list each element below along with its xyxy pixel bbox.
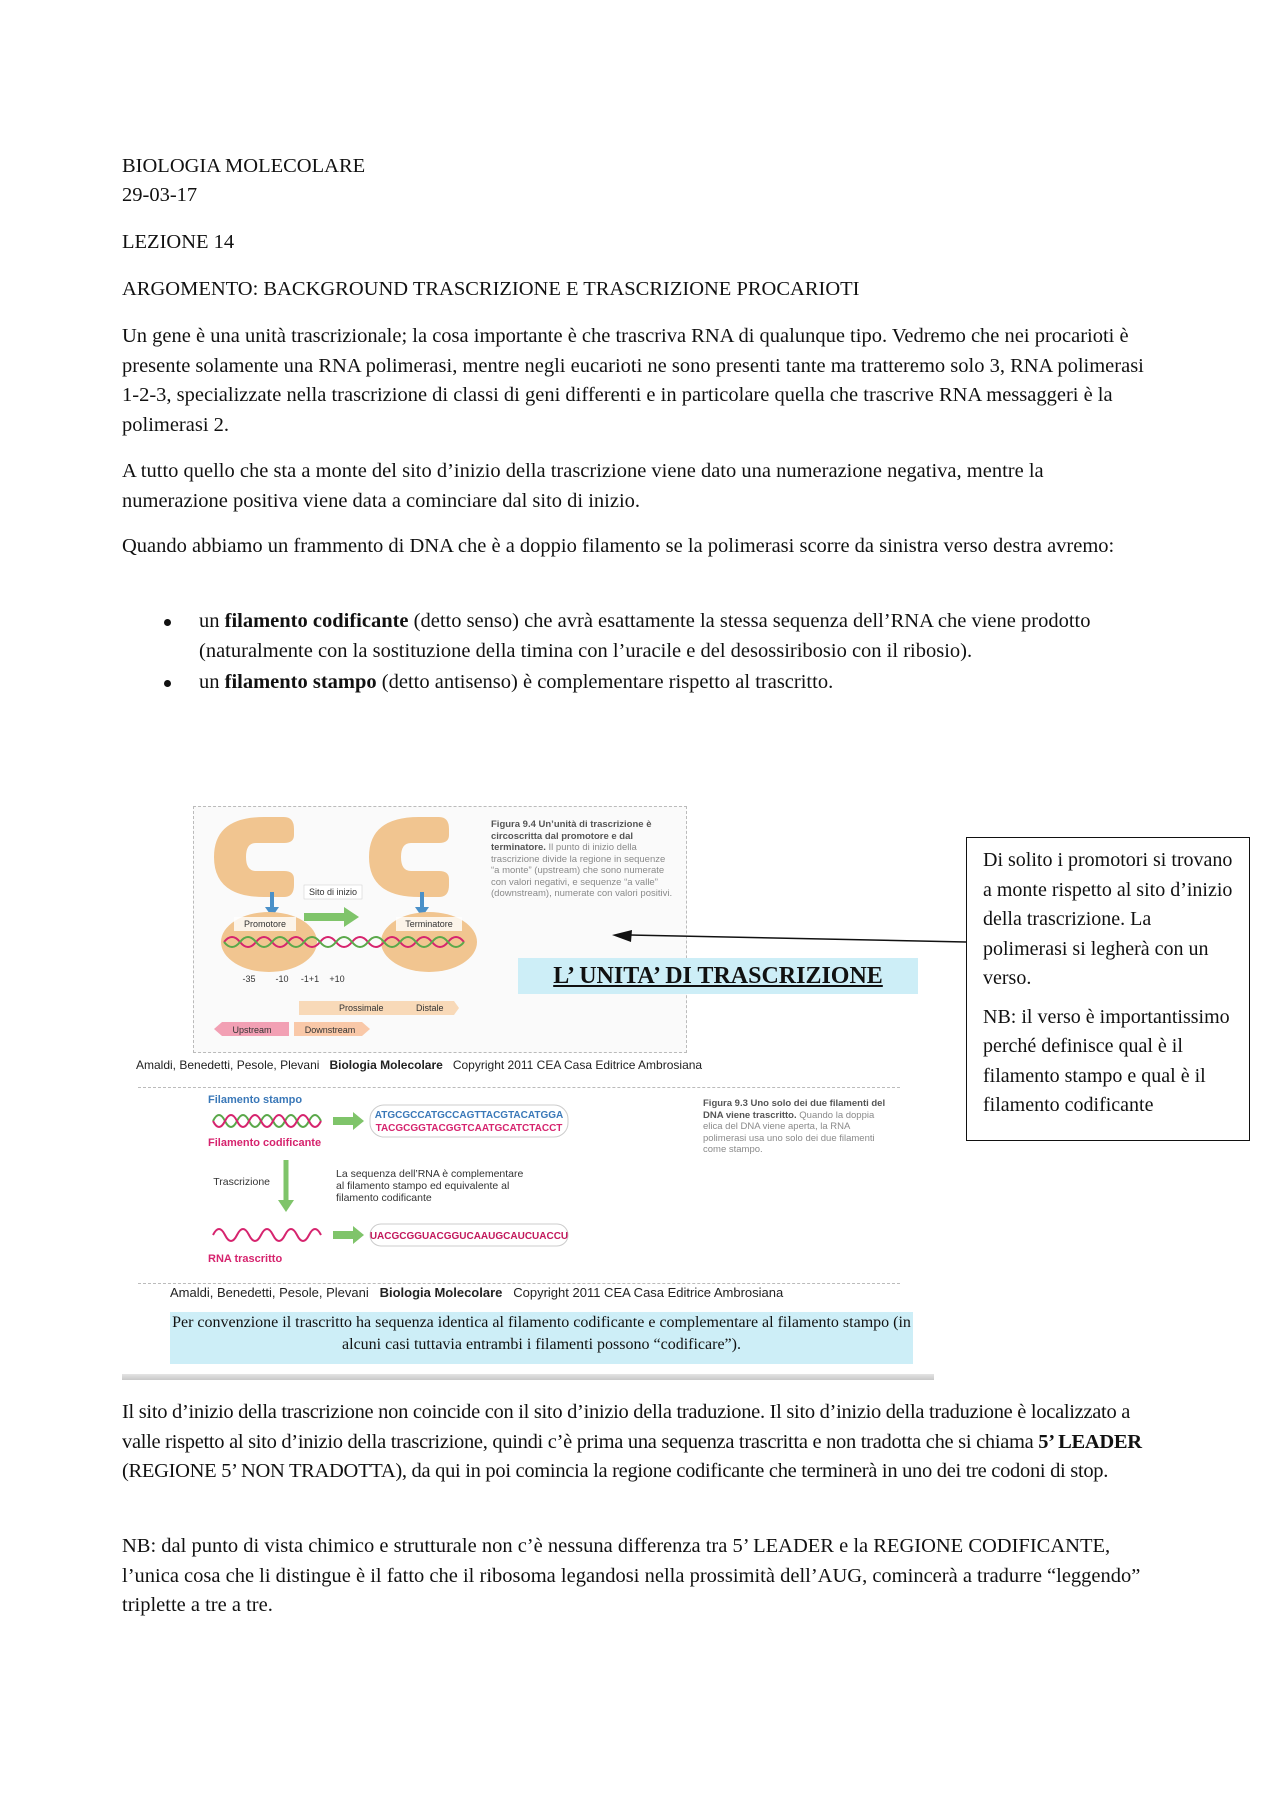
paragraph-leader: Il sito d’inizio della trascrizione non coincide con il sito d’inizio della traduzione. Il sito d’inizio della traduzione è localizzato a valle rispetto al sito d’inizio della trascrizione, quindi c’è prima una sequenza trascritta e non tradotta che si chiama 5’ LEADER (REGIONE 5’ NON TRADOTTA), da qui in poi comincia la regione codificante che terminerà in uno dei tre codoni di stop. [122, 1401, 1142, 1482]
strand-list [122, 607, 1152, 700]
note-box [966, 837, 1250, 1141]
topic-heading: ARGOMENTO: BACKGROUND TRASCRIZIONE E TRASCRIZIONE PROCARIOTI [122, 278, 860, 300]
arrow-left-icon [612, 930, 632, 942]
polymerase-shape [369, 817, 449, 897]
list-item: un filamento stampo (detto antisenso) è complementare rispetto al trascritto. [122, 668, 1152, 698]
paragraph-strands: Quando abbiamo un frammento di DNA che è a doppio filamento se la polimerasi scorre da sinistra verso destra avremo: [122, 535, 1115, 557]
pointer-arrow [600, 930, 970, 950]
figure-strands [138, 1087, 900, 1284]
paragraph-nb: NB: dal punto di vista chimico e strutturale non c’è nessuna differenza tra 5’ LEADER e la REGIONE CODIFICANTE, l’unica cosa che li distingue è il fatto che il ribosoma legandosi nella prossimità dell’AUG, comincerà a tradurre “leggendo” triplette a tre a tre. [122, 1535, 1141, 1616]
divider [122, 1374, 934, 1380]
sequence-rna: UACGCGGUACGGUCAAUGCAUCUACCU [369, 1231, 569, 1242]
template-strand-wave [213, 1115, 321, 1127]
paragraph-numbering: A tutto quello che sta a monte del sito d’inizio della trascrizione viene dato una numerazione negativa, mentre la numerazione positiva viene data a cominciare dal sito di inizio. [122, 460, 1044, 512]
tick-label: +10 [329, 974, 345, 984]
sequence-bottom: TACGCGGTACGGTCAATGCATCTACCT [375, 1123, 563, 1134]
note-promoters: Di solito i promotori si trovano a monte rispetto al sito d’inizio della trascrizione. La polimerasi si legherà con un verso. [983, 849, 1233, 989]
tick-label: -35 [242, 974, 256, 984]
upstream-label: Upstream [232, 1025, 272, 1035]
direction-arrow-icon [304, 907, 359, 927]
terminator-label: Terminatore [405, 919, 453, 929]
distal-label: Distale [416, 1003, 444, 1013]
tick-label: -10 [275, 974, 289, 984]
note-direction: NB: il verso è importantissimo perché definisce qual è il filamento stampo e qual è il filamento codificante [983, 1005, 1230, 1116]
course-title: BIOLOGIA MOLECOLARE [122, 155, 366, 177]
paragraph-gene: Un gene è una unità trascrizionale; la cosa importante è che trascriva RNA di qualunque tipo. Vedremo che nei procarioti è presente solamente una RNA polimerasi, mentre negli eucarioti ne sono presenti tante ma tratteremo solo 3, RNA polimerasi 1-2-3, specializzate nella trascrizione di classi di geni differenti e in particolare quella che trascrive RNA messaggeri è la polimerasi 2. [122, 325, 1144, 436]
figure2-credit: Amaldi, Benedetti, Pesole, Plevani Biologia Molecolare Copyright 2011 CEA Casa Editrice Ambrosiana [170, 1285, 784, 1300]
lesson-date: 29-03-17 [122, 184, 198, 206]
figure1-credit: Amaldi, Benedetti, Pesole, Plevani Biologia Molecolare Copyright 2011 CEA Casa Editrice Ambrosiana [136, 1058, 703, 1072]
transcription-label: Trascrizione [213, 1176, 270, 1188]
arrow-right-icon [333, 1226, 364, 1244]
tick-label: -1+1 [300, 974, 320, 984]
arrow-line [630, 935, 966, 942]
coding-strand-label: Filamento codificante [208, 1137, 322, 1149]
list-item: un filamento codificante (detto senso) che avrà esattamente la stessa sequenza dell’RNA che viene prodotto (naturalmente con la sostituzione della timina con l’uracile e del desossiribosio con il ribosio). [122, 607, 1152, 666]
sequence-top: ATGCGCCATGCCAGTTACGTACATGGA [374, 1110, 564, 1121]
polymerase-shape [214, 817, 294, 897]
figure2-caption: Figura 9.3 Uno solo dei due filamenti del DNA viene trascritto. Quando la doppia elica del DNA viene aperta, la RNA polimerasi usa uno solo dei due filamenti come stampo. [703, 1098, 886, 1155]
arrow-down-icon [278, 1200, 294, 1212]
lesson-number: LEZIONE 14 [122, 231, 235, 253]
rna-note: La sequenza dell’RNA è complementare al filamento stampo ed equivalente al filamento codificante [336, 1168, 524, 1204]
rna-label: RNA trascritto [208, 1253, 283, 1265]
promoter-label: Promotore [243, 919, 287, 929]
arrow-right-icon [333, 1112, 364, 1130]
transcription-unit-banner: L’ UNITA’ DI TRASCRIZIONE [518, 958, 918, 994]
template-strand-label: Filamento stampo [208, 1094, 303, 1106]
convention-banner: Per convenzione il trascritto ha sequenza identica al filamento codificante e complementare al filamento stampo (in alcuni casi tuttavia entrambi i filamenti possono “codificare”). [170, 1312, 913, 1364]
site-label: Sito di inizio [308, 887, 358, 897]
downstream-label: Downstream [304, 1025, 356, 1035]
proximal-label: Prossimale [339, 1003, 384, 1013]
figure1-caption: Figura 9.4 Un’unità di trascrizione è circoscritta dal promotore e dal terminatore. Il punto di inizio della trascrizione divide la regione in sequenze “a monte” (upstream) che sono numerate con valori negativi, e sequenze “a valle” (downstream), numerate con valori positivi. [491, 819, 673, 899]
rna-wave [213, 1229, 321, 1241]
coding-strand-wave [213, 1115, 321, 1127]
